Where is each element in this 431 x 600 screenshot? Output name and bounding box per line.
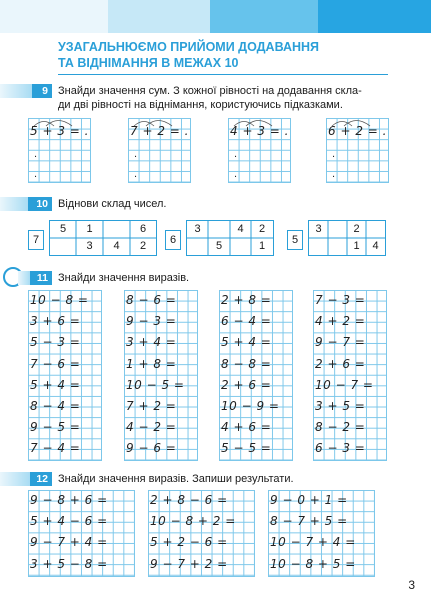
decomposition-table — [186, 220, 274, 256]
expression: 10 − 8 = — [30, 293, 89, 307]
exercise-12-text: Знайди значення виразів. Запиши результати. — [58, 473, 294, 485]
top-cell: 4 — [237, 223, 244, 235]
expression: 8 − 2 = — [315, 420, 366, 435]
exercise-number: 11 — [30, 271, 52, 285]
page-title-line1: УЗАГАЛЬНЮЄМО ПРИЙОМИ ДОДАВАННЯ — [58, 40, 320, 54]
decomposition-table — [308, 220, 386, 256]
expression: 9 − 7 = — [315, 335, 366, 350]
exercise-10-header — [0, 197, 52, 211]
top-cell: 3 — [194, 223, 201, 235]
band-segment — [0, 0, 108, 33]
expression: 9 − 7 + 2 = — [150, 556, 228, 571]
placeholder-dot: . — [134, 168, 138, 180]
exercise-10-text: Віднови склад чисел. — [58, 198, 167, 210]
expression: 2 + 6 = — [221, 377, 272, 392]
placeholder-dot: . — [332, 148, 336, 160]
placeholder-dot: . — [34, 168, 38, 180]
expression: 1 + 8 = — [126, 356, 177, 371]
exercise-number: 10 — [28, 197, 52, 211]
expression: 4 + 6 = — [221, 420, 272, 435]
exercise-9-text-line2: ди дві рівності на віднімання, користуючись підказками. — [58, 99, 343, 111]
expression: 8 − 6 = — [126, 293, 177, 307]
page-title — [58, 40, 398, 71]
expression: 7 − 4 = — [30, 441, 81, 456]
expression: 9 − 3 = — [126, 314, 177, 329]
exercise-11-text: Знайди значення виразів. — [58, 272, 190, 284]
title-underline — [58, 74, 388, 75]
expression: 9 − 0 + 1 = — [270, 493, 348, 507]
bottom-cell: 1 — [353, 240, 360, 252]
top-cell: 6 — [139, 223, 147, 235]
expression: 10 − 7 = — [315, 377, 374, 392]
exercise-11-header — [18, 271, 52, 285]
expression: 7 − 6 = — [30, 356, 81, 371]
expression: 5 + 4 = — [221, 335, 272, 350]
expression: 3 + 6 = — [30, 314, 81, 329]
expression: 8 − 8 = — [221, 356, 272, 371]
placeholder-dot: . — [34, 148, 38, 160]
bottom-cell: 4 — [113, 240, 120, 252]
expression: 2 + 8 − 6 = — [150, 493, 228, 507]
page-title-line2: ТА ВІДНІМАННЯ В МЕЖАХ 10 — [58, 55, 239, 70]
bottom-cell: 2 — [139, 240, 147, 252]
top-cell: 2 — [353, 223, 360, 235]
expression: 6 − 3 = — [315, 441, 366, 456]
page-number: 3 — [408, 578, 415, 592]
expression: 3 + 5 = — [315, 399, 366, 413]
expression: 6 + 2 = . — [328, 124, 387, 138]
band-segment — [210, 0, 318, 33]
expression: 7 − 3 = — [315, 293, 366, 307]
expression: 4 + 2 = — [315, 314, 366, 329]
bottom-cell: 1 — [258, 240, 266, 252]
exercise-bar — [0, 197, 28, 211]
expression: 4 − 2 = — [126, 420, 177, 435]
expression: 8 − 4 = — [30, 399, 81, 413]
exercise-number: 12 — [30, 472, 52, 486]
expression: 4 + 3 = . — [230, 124, 289, 138]
bottom-cell: 4 — [372, 240, 379, 252]
top-cell: 5 — [59, 223, 67, 235]
expression: 2 + 8 = — [221, 293, 272, 307]
expression: 9 − 7 + 4 = — [30, 535, 108, 550]
bottom-cell: 3 — [86, 240, 93, 252]
expression: 7 + 2 = — [126, 399, 177, 413]
expression: 6 − 4 = — [221, 314, 272, 329]
expression: 10 − 8 + 2 = — [150, 514, 236, 529]
expression: 8 − 7 + 5 = — [270, 514, 348, 529]
exercise-bar — [0, 472, 30, 486]
expression: 7 + 2 = . — [130, 124, 189, 138]
placeholder-dot: . — [234, 168, 238, 180]
expression: 5 + 3 = . — [30, 124, 89, 138]
expression: 2 + 6 = — [315, 356, 366, 371]
expression: 10 − 5 = — [126, 377, 185, 392]
expression: 3 + 4 = — [126, 335, 177, 350]
expression: 9 − 6 = — [126, 441, 177, 456]
band-segment — [318, 0, 431, 33]
placeholder-dot: . — [332, 168, 336, 180]
decomposition-number: 5 — [287, 230, 303, 250]
placeholder-dot: . — [134, 148, 138, 160]
top-cell: 2 — [258, 223, 266, 235]
expression: 10 − 9 = — [221, 399, 280, 413]
expression: 5 + 4 − 6 = — [30, 514, 108, 529]
expression: 10 − 8 + 5 = — [270, 556, 356, 571]
top-cell: 3 — [315, 223, 322, 235]
bottom-cell: 5 — [215, 240, 223, 252]
band-segment — [108, 0, 211, 33]
exercise-9-header — [0, 84, 52, 98]
expression: 9 − 8 + 6 = — [30, 493, 108, 507]
exercise-12-header — [0, 472, 52, 486]
decomposition-number: 6 — [165, 230, 181, 250]
expression: 5 + 4 = — [30, 377, 81, 392]
header-color-band — [0, 0, 431, 33]
exercise-number: 9 — [32, 84, 52, 98]
expression: 5 − 5 = — [221, 441, 272, 456]
exercise-bar — [0, 84, 32, 98]
top-cell: 1 — [86, 223, 93, 235]
expression: 5 + 2 − 6 = — [150, 535, 228, 550]
expression: 3 + 5 − 8 = — [30, 556, 108, 571]
exercise-9-text-line1: Знайди значення сум. З кожної рівності на додавання скла- — [58, 85, 362, 97]
decomposition-number: 7 — [28, 230, 44, 250]
placeholder-dot: . — [234, 148, 238, 160]
exercise-bar — [18, 271, 30, 285]
decomposition-table — [49, 220, 157, 256]
expression: 5 − 3 = — [30, 335, 81, 350]
expression: 9 − 5 = — [30, 420, 81, 435]
expression: 10 − 7 + 4 = — [270, 535, 356, 550]
